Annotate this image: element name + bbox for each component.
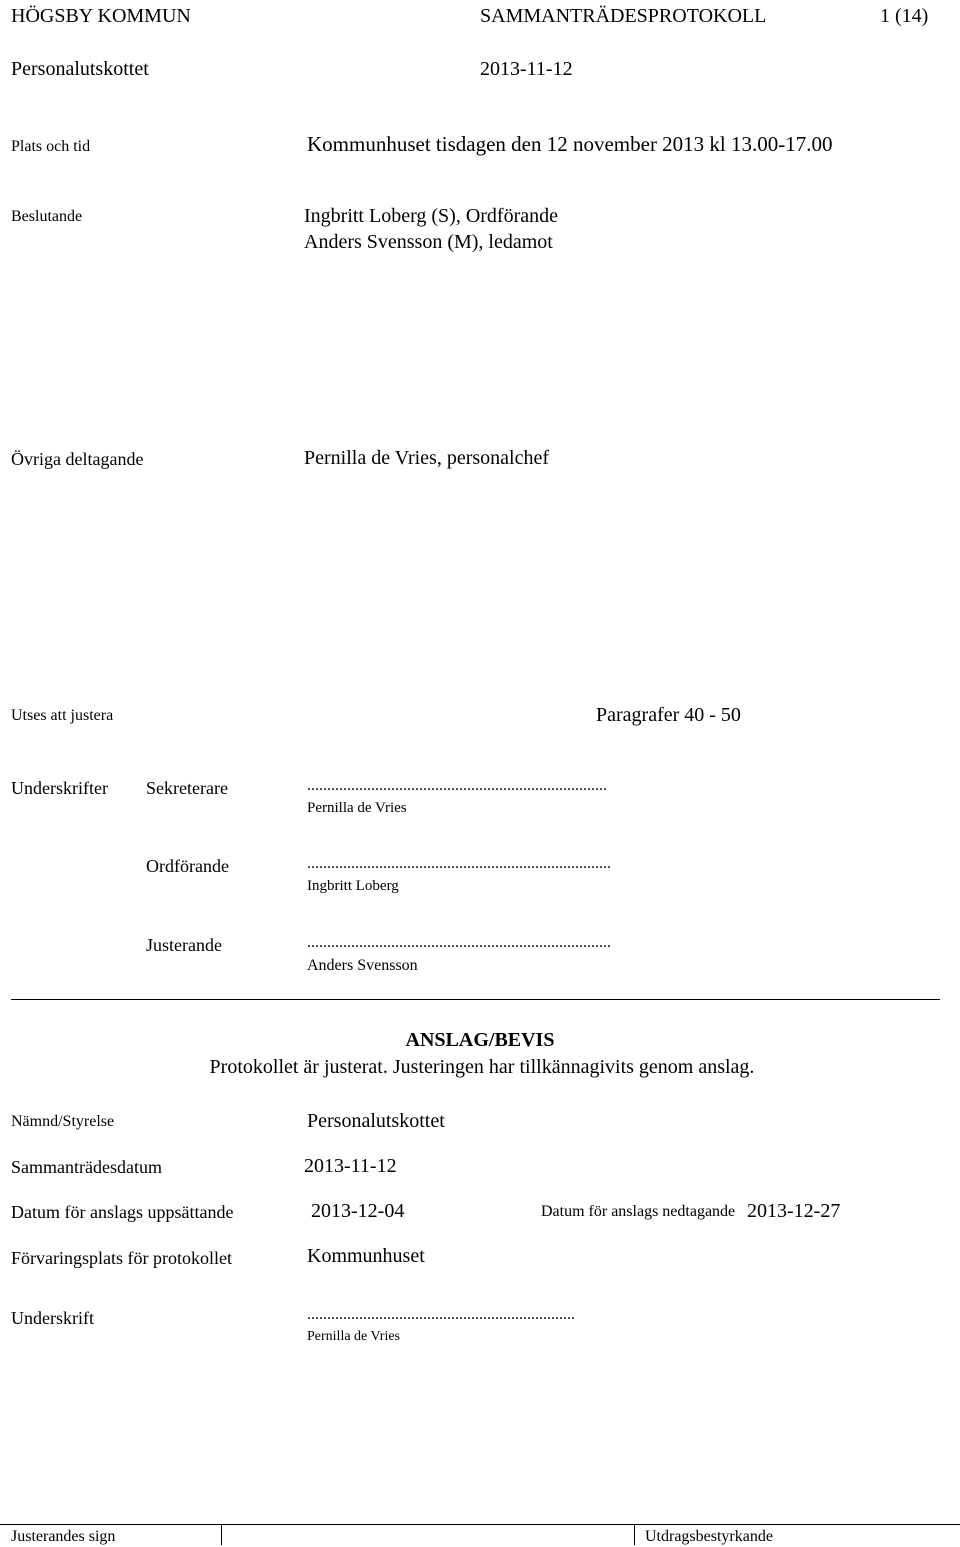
signature-label: Underskrift	[11, 1308, 94, 1328]
meeting-date-label: Sammanträdesdatum	[11, 1157, 162, 1177]
signature-line: ............................................................................	[307, 855, 611, 872]
signature-role: Ordförande	[146, 856, 229, 876]
decision-member: Anders Svensson (M), ledamot	[304, 231, 553, 253]
storage-value: Kommunhuset	[307, 1245, 425, 1267]
signatures-label: Underskrifter	[11, 778, 108, 798]
signature-line: ............................................................................	[307, 934, 611, 951]
signature-name: Pernilla de Vries	[307, 1329, 400, 1344]
board-value: Personalutskottet	[307, 1110, 445, 1132]
signature-line: ...........................................................................	[307, 777, 607, 794]
posted-label: Datum för anslags uppsättande	[11, 1202, 234, 1222]
page-number: 1 (14)	[880, 5, 929, 27]
signature-role: Sekreterare	[146, 778, 228, 798]
committee-name: Personalutskottet	[11, 58, 149, 80]
section-divider	[11, 999, 940, 1000]
signature-role: Justerande	[146, 935, 222, 955]
footer-right: Utdragsbestyrkande	[645, 1528, 773, 1545]
footer-divider	[0, 1524, 960, 1525]
board-label: Nämnd/Styrelse	[11, 1113, 115, 1130]
footer-left: Justerandes sign	[11, 1528, 116, 1545]
place-label: Plats och tid	[11, 138, 91, 155]
meeting-date-value: 2013-11-12	[304, 1155, 397, 1177]
posted-value: 2013-12-04	[311, 1200, 405, 1222]
others-label: Övriga deltagande	[11, 449, 144, 469]
notice-subtitle: Protokollet är justerat. Justeringen har tillkännagivits genom anslag.	[209, 1056, 755, 1078]
adjust-label: Utses att justera	[11, 707, 114, 724]
others-value: Pernilla de Vries, personalchef	[304, 447, 550, 469]
header-date: 2013-11-12	[480, 58, 573, 80]
footer-separator	[221, 1524, 222, 1545]
signature-line: ...................................................................	[307, 1306, 575, 1323]
decision-member: Ingbritt Loberg (S), Ordförande	[304, 205, 559, 227]
signature-name: Ingbritt Loberg	[307, 878, 399, 894]
document-type: SAMMANTRÄDESPROTOKOLL	[480, 5, 767, 27]
decision-label: Beslutande	[11, 208, 83, 225]
signature-name: Pernilla de Vries	[307, 800, 407, 816]
removed-label: Datum för anslags nedtagande	[541, 1203, 736, 1220]
footer-separator	[634, 1524, 635, 1545]
signature-name: Anders Svensson	[307, 957, 418, 974]
storage-label: Förvaringsplats för protokollet	[11, 1248, 232, 1268]
paragraphs: Paragrafer 40 - 50	[596, 704, 741, 726]
municipality-name: HÖGSBY KOMMUN	[11, 5, 191, 27]
place-value: Kommunhuset tisdagen den 12 november 2013 kl 13.00-17.00	[307, 132, 833, 156]
removed-value: 2013-12-27	[747, 1200, 841, 1222]
notice-title: ANSLAG/BEVIS	[405, 1029, 555, 1051]
